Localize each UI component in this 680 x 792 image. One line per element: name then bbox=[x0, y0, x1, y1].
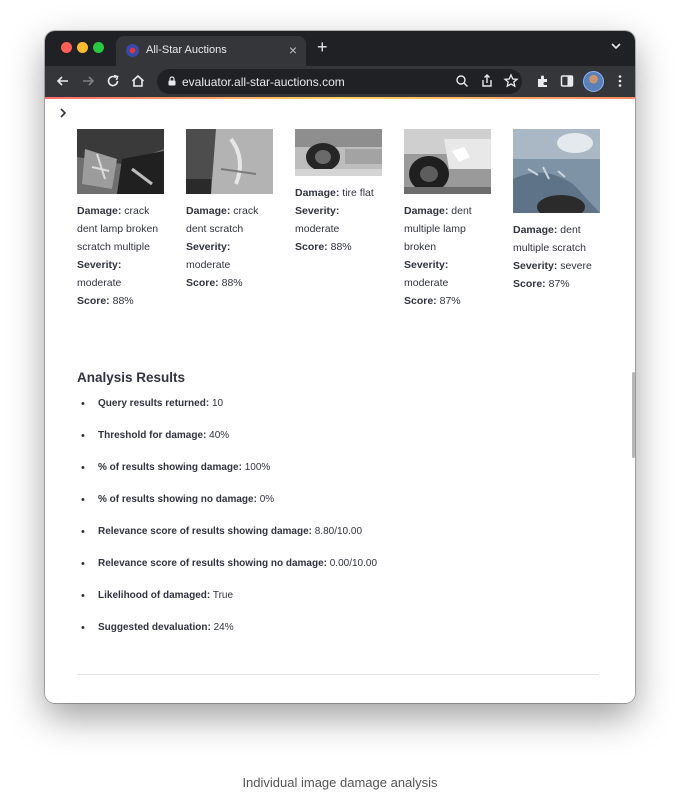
profile-avatar[interactable] bbox=[583, 71, 604, 92]
damage-label: Damage: bbox=[186, 205, 231, 217]
analysis-results-heading: Analysis Results bbox=[77, 370, 186, 385]
browser-toolbar bbox=[45, 66, 635, 97]
chevron-right-icon[interactable] bbox=[58, 107, 68, 119]
severity-label: Severity: bbox=[404, 259, 449, 271]
severity-value: moderate bbox=[77, 277, 122, 289]
list-item: • Relevance score of results showing no damage: 0.00/10.00 bbox=[77, 554, 377, 586]
severity-value: moderate bbox=[186, 259, 231, 271]
address-bar[interactable] bbox=[157, 69, 522, 94]
tab-bar bbox=[45, 31, 635, 66]
list-item: • % of results showing no damage: 0% bbox=[77, 490, 377, 522]
severity-label: Severity: bbox=[186, 241, 231, 253]
score-label: Score: bbox=[513, 278, 546, 290]
maximize-window-button[interactable] bbox=[93, 42, 104, 53]
damage-value: crack dent scratch bbox=[186, 205, 259, 235]
score-label: Score: bbox=[295, 241, 328, 253]
share-icon[interactable] bbox=[478, 72, 496, 90]
bookmark-star-icon[interactable] bbox=[502, 72, 520, 90]
damage-card bbox=[295, 129, 389, 256]
score-value: 88% bbox=[330, 241, 352, 253]
list-item: • Relevance score of results showing damage: 8.80/10.00 bbox=[77, 522, 377, 554]
damage-label: Damage: bbox=[404, 205, 449, 217]
damage-label: Damage: bbox=[77, 205, 122, 217]
score-label: Score: bbox=[77, 295, 110, 307]
score-value: 87% bbox=[439, 295, 461, 307]
severity-value: moderate bbox=[404, 277, 449, 289]
car-damage-image bbox=[404, 129, 491, 194]
score-label: Score: bbox=[404, 295, 437, 307]
chevron-down-icon[interactable] bbox=[609, 39, 623, 53]
score-line bbox=[513, 275, 607, 293]
severity-label: Severity: bbox=[295, 205, 340, 217]
severity-label: Severity: bbox=[513, 260, 558, 272]
severity-value: moderate bbox=[295, 223, 340, 235]
analysis-results-list bbox=[77, 394, 377, 650]
damage-label: Damage: bbox=[513, 224, 558, 236]
minimize-window-button[interactable] bbox=[77, 42, 88, 53]
car-damage-image bbox=[77, 129, 164, 194]
kebab-menu-icon[interactable] bbox=[611, 72, 629, 90]
score-value: 88% bbox=[221, 277, 243, 289]
damage-card bbox=[404, 129, 498, 310]
severity-label: Severity: bbox=[77, 259, 122, 271]
severity-value: severe bbox=[560, 260, 592, 272]
page-content bbox=[45, 99, 635, 703]
car-damage-image bbox=[295, 129, 382, 176]
page-scrollbar[interactable] bbox=[632, 372, 635, 458]
reload-icon[interactable] bbox=[104, 72, 122, 90]
damage-line bbox=[77, 202, 171, 256]
score-value: 88% bbox=[112, 295, 134, 307]
damage-value: dent multiple scratch bbox=[513, 224, 586, 254]
damage-line bbox=[295, 184, 389, 202]
damage-line bbox=[513, 221, 607, 257]
close-window-button[interactable] bbox=[61, 42, 72, 53]
home-icon[interactable] bbox=[129, 72, 147, 90]
damage-line bbox=[186, 202, 280, 238]
browser-window bbox=[45, 31, 635, 703]
score-value: 87% bbox=[548, 278, 570, 290]
site-favicon-icon bbox=[126, 44, 139, 57]
score-line bbox=[186, 274, 280, 292]
damage-card bbox=[513, 129, 607, 293]
damage-card bbox=[186, 129, 280, 292]
damage-value: crack dent lamp broken scratch multiple bbox=[77, 205, 159, 253]
tab-close-icon[interactable]: × bbox=[288, 42, 297, 58]
figure-caption: Individual image damage analysis bbox=[242, 775, 438, 790]
damage-value: tire flat bbox=[342, 187, 374, 199]
extensions-puzzle-icon[interactable] bbox=[534, 72, 552, 90]
zoom-icon[interactable] bbox=[453, 72, 471, 90]
new-tab-icon[interactable]: + bbox=[317, 37, 328, 57]
list-item: • Query results returned: 10 bbox=[77, 394, 377, 426]
lock-icon[interactable] bbox=[166, 75, 178, 87]
url-text[interactable]: evaluator.all-star-auctions.com bbox=[182, 75, 345, 89]
list-item: • Suggested devaluation: 24% bbox=[77, 618, 377, 650]
section-divider bbox=[77, 674, 599, 675]
damage-line bbox=[404, 202, 498, 256]
list-item: • Threshold for damage: 40% bbox=[77, 426, 377, 458]
damage-value: dent multiple lamp broken bbox=[404, 205, 472, 253]
side-panel-icon[interactable] bbox=[558, 72, 576, 90]
list-item: • % of results showing damage: 100% bbox=[77, 458, 377, 490]
severity-line bbox=[513, 257, 607, 275]
forward-arrow-icon[interactable] bbox=[79, 72, 97, 90]
tab-title: All-Star Auctions bbox=[146, 44, 227, 56]
list-item: • Likelihood of damaged: True bbox=[77, 586, 377, 618]
car-damage-image bbox=[513, 129, 600, 213]
score-line bbox=[77, 292, 171, 310]
score-line bbox=[295, 238, 389, 256]
damage-label: Damage: bbox=[295, 187, 340, 199]
score-label: Score: bbox=[186, 277, 219, 289]
damage-card bbox=[77, 129, 171, 310]
car-damage-image bbox=[186, 129, 273, 194]
tab-all-star-auctions[interactable] bbox=[116, 36, 306, 66]
score-line bbox=[404, 292, 498, 310]
back-arrow-icon[interactable] bbox=[54, 72, 72, 90]
